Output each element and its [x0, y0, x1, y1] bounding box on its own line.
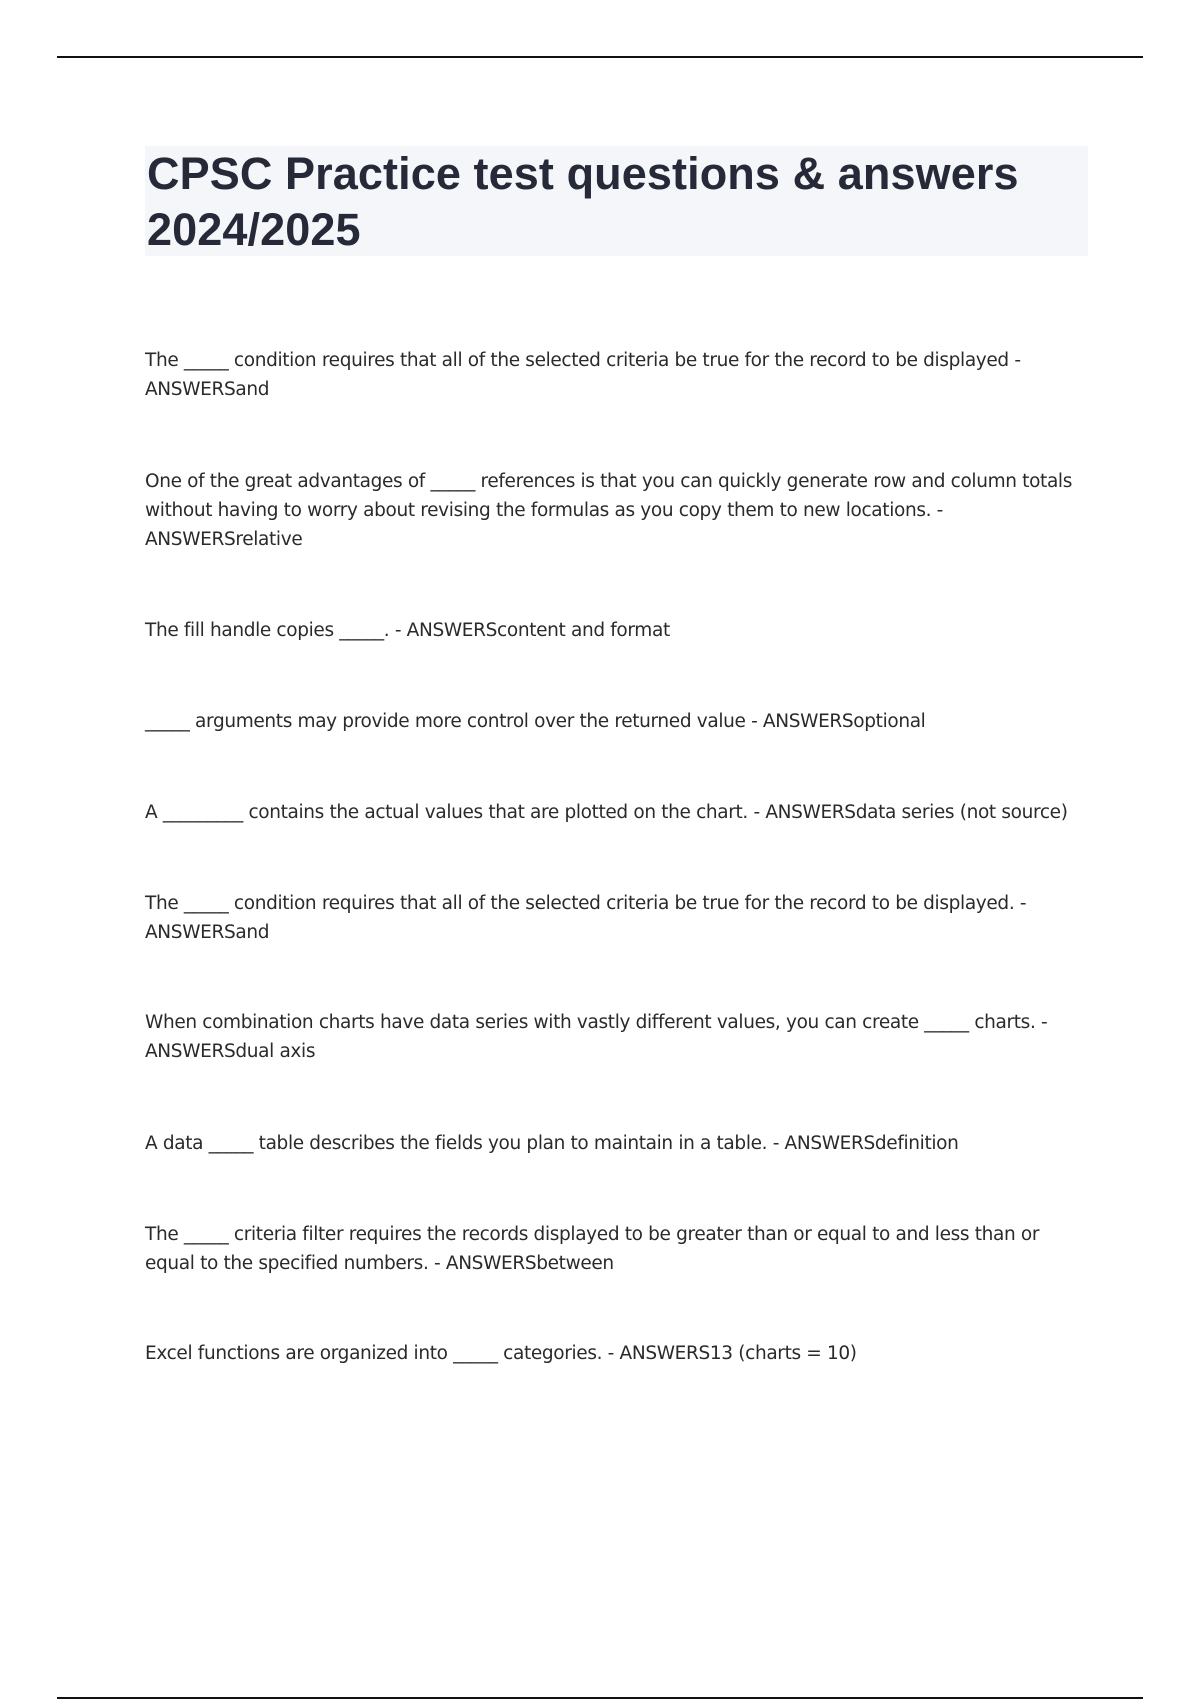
qa-item: The _____ condition requires that all of the selected criteria be true for the record to be displayed. - ANSWERSand — [145, 893, 1027, 943]
qa-item: The fill handle copies _____. - ANSWERScontent and format — [145, 620, 670, 641]
qa-item: _____ arguments may provide more control over the returned value - ANSWERSoptional — [145, 711, 926, 732]
qa-item: A _________ contains the actual values that are plotted on the chart. - ANSWERSdata series (not source) — [145, 802, 1068, 823]
bottom-rule — [57, 1697, 1143, 1699]
top-rule — [57, 56, 1143, 58]
qa-item: A data _____ table describes the fields you plan to maintain in a table. - ANSWERSdefinition — [145, 1133, 959, 1154]
qa-item: When combination charts have data series with vastly different values, you can create _____ charts. - ANSWERSdual axis — [145, 1012, 1048, 1062]
qa-item: The _____ condition requires that all of the selected criteria be true for the record to be displayed - ANSWERSand — [145, 350, 1021, 400]
document-title: CPSC Practice test questions & answers 2024/2025 — [147, 148, 1019, 255]
qa-item: Excel functions are organized into _____ categories. - ANSWERS13 (charts = 10) — [145, 1343, 857, 1364]
title-block — [145, 146, 1088, 256]
qa-item: The _____ criteria filter requires the records displayed to be greater than or equal to and less than or equal to the specified numbers. - ANSWERSbetween — [145, 1224, 1040, 1274]
qa-item: One of the great advantages of _____ references is that you can quickly generate row and column totals without having to worry about revising the formulas as you copy them to new locations. - ANSWERSrelative — [145, 471, 1073, 550]
